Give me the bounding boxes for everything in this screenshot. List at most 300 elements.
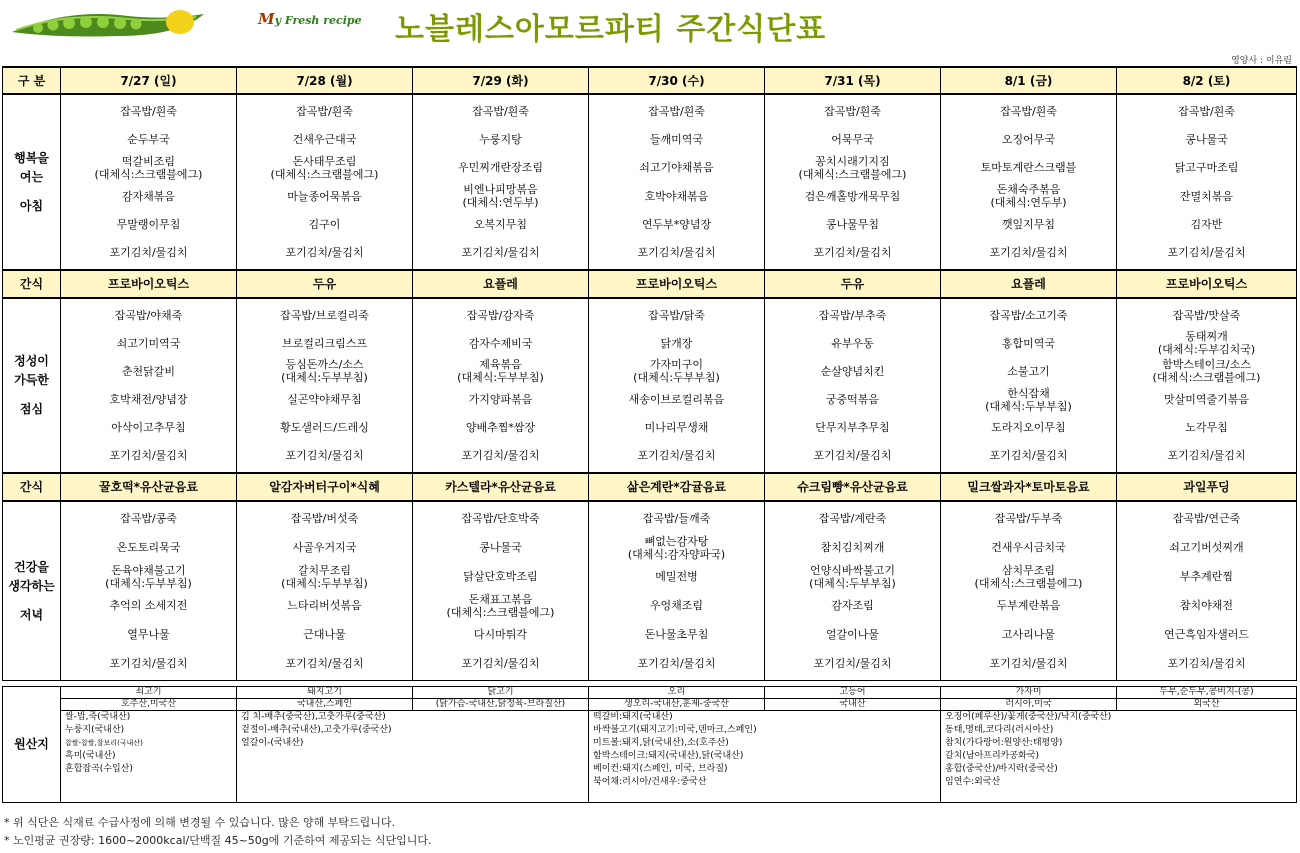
breakfast-label-line: 여는	[19, 169, 44, 184]
menu-item	[589, 591, 764, 620]
menu-item	[237, 125, 412, 153]
menu-item	[589, 562, 764, 591]
origin-detail-line: 동태,명태,코다리(러시아산)	[945, 725, 1054, 735]
menu-item	[765, 533, 940, 562]
menu-item	[765, 620, 940, 649]
menu-item-text: 부추계란찜	[1179, 570, 1234, 583]
breakfast-cell	[237, 94, 413, 270]
menu-item	[413, 154, 588, 182]
menu-item-text: 포기김치/물김치	[285, 449, 364, 463]
menu-item	[61, 239, 236, 267]
footer-note-2: * 노인평균 권장량: 1600~2000kcal/단백질 45~50g에 기준하여 제공되는 식단입니다.	[4, 834, 432, 847]
menu-item	[237, 182, 412, 210]
menu-item	[61, 649, 236, 678]
snack-item: 두유	[237, 270, 413, 298]
origin-head-row	[3, 687, 1297, 699]
menu-item-text: 쇠고기야채볶음	[639, 161, 714, 175]
menu-item-text: 포기김치/물김치	[637, 449, 716, 463]
menu-item-text: 오복지무침	[473, 217, 528, 231]
menu-item-text: 감자수제비국	[468, 336, 533, 350]
origin-head-top: 가자미	[941, 687, 1117, 699]
dinner-cell	[589, 501, 765, 681]
menu-item-text: 오징어무국	[1001, 132, 1056, 146]
lunch-label-line: 정성이	[14, 354, 49, 368]
dinner-cell	[1117, 501, 1297, 681]
menu-item	[1117, 562, 1296, 591]
menu-item-text: 잡곡밥/닭죽	[648, 308, 705, 322]
menu-item	[941, 357, 1116, 385]
menu-item-text: 뼈없는감자탕 (대체식:감자양파국)	[627, 534, 726, 561]
menu-item-text: 언양식바싹불고기 (대체식:두부부침)	[809, 563, 896, 590]
menu-item-text: 깻잎지무침	[1001, 217, 1056, 231]
lunch-cell	[941, 298, 1117, 473]
menu-item-text: 잡곡밥/감자죽	[466, 308, 535, 322]
menu-item-text: 포기김치/물김치	[813, 449, 892, 463]
menu-item	[1117, 154, 1296, 182]
origin-detail-line: 겉절이-배추(국내산),고춧가루(중국산)	[241, 725, 392, 735]
snack-item: 삶은계란*감귤음료	[589, 473, 765, 501]
menu-item	[413, 210, 588, 238]
menu-item	[765, 504, 940, 533]
origin-detail-line: 찹쌀-찹쌀,찰보리(국내산)	[65, 739, 143, 747]
menu-item	[765, 210, 940, 238]
menu-item-text: 포기김치/물김치	[285, 246, 364, 260]
menu-item	[941, 210, 1116, 238]
menu-item	[589, 649, 764, 678]
menu-item	[237, 301, 412, 329]
menu-item	[1117, 97, 1296, 125]
menu-item	[237, 239, 412, 267]
breakfast-label-line: 아침	[19, 198, 44, 213]
menu-item	[589, 414, 764, 442]
menu-item-text: 돈채표고볶음 (대체식:스크램블에그)	[446, 592, 555, 619]
dinner-cell	[237, 501, 413, 681]
origin-detail-line: 참치(가다랑어:원양산:태평양)	[945, 738, 1063, 748]
menu-item	[589, 154, 764, 182]
menu-item	[941, 414, 1116, 442]
origin-detail-line: 흑미(국내산)	[65, 751, 116, 761]
menu-item-text: 순두부국	[127, 132, 170, 146]
menu-item	[941, 386, 1116, 414]
origin-detail-line: 미트볼:돼지,닭(국내산),소(호주산)	[593, 738, 729, 748]
menu-item-text: 호박채전/양념장	[109, 393, 188, 407]
menu-item-text: 꽁치시래기지짐 (대체식:스크램블에그)	[798, 154, 907, 181]
menu-item	[1117, 591, 1296, 620]
dinner-label-line	[3, 596, 60, 606]
origin-detail-line: 홍합(중국산)/바지락(중국산)	[945, 764, 1058, 774]
origin-head-bottom: 외국산	[1117, 699, 1297, 711]
origin-head-top: 쇠고기	[61, 687, 237, 699]
lunch-cell	[765, 298, 941, 473]
origin-detail-line: 갈치(남아프리카공화국)	[945, 751, 1039, 761]
menu-item-text: 검은깨홀방개묵무침	[804, 189, 901, 203]
dinner-label-line: 건강을	[14, 559, 49, 574]
menu-item-text: 잡곡밥/흰죽	[648, 104, 705, 118]
origin-head-bottom: (닭가슴-국내산,닭정육-브라질산)	[413, 699, 589, 711]
menu-item-text: 우민찌개란장조림	[457, 161, 543, 175]
menu-item	[1117, 301, 1296, 329]
menu-item-text: 콩나물국	[1185, 132, 1228, 146]
menu-item	[237, 533, 412, 562]
day-header: 7/31 (목)	[765, 67, 941, 94]
menu-item-text: 미나리무생채	[644, 421, 709, 435]
menu-item	[413, 301, 588, 329]
menu-item	[413, 591, 588, 620]
menu-item	[589, 182, 764, 210]
menu-item-text: 포기김치/물김치	[1167, 246, 1246, 260]
menu-item	[237, 442, 412, 470]
menu-item	[941, 182, 1116, 210]
menu-item	[589, 125, 764, 153]
origin-head-top: 돼지고기	[237, 687, 413, 699]
menu-item	[61, 329, 236, 357]
breakfast-label-line	[3, 187, 60, 197]
menu-item-text: 사골우거지국	[292, 541, 357, 554]
snack-item: 과일푸딩	[1117, 473, 1297, 501]
day-header: 7/27 (일)	[61, 67, 237, 94]
menu-item	[1117, 239, 1296, 267]
menu-item	[61, 97, 236, 125]
menu-item-text: 삼치무조림 (대체식:스크램블에그)	[974, 563, 1083, 590]
lunch-cell	[1117, 298, 1297, 473]
menu-item	[413, 649, 588, 678]
menu-item-text: 다시마튀각	[473, 628, 528, 641]
menu-item	[61, 210, 236, 238]
menu-item	[1117, 442, 1296, 470]
day-header: 7/29 (화)	[413, 67, 589, 94]
menu-item-text: 감자조림	[831, 599, 874, 612]
breakfast-cell	[1117, 94, 1297, 270]
lunch-label	[3, 298, 61, 473]
menu-item	[941, 533, 1116, 562]
menu-item	[237, 562, 412, 591]
menu-item-text: 잡곡밥/버섯죽	[290, 512, 359, 525]
menu-item	[413, 97, 588, 125]
menu-item-text: 유부우동	[831, 336, 874, 350]
dinner-cell	[765, 501, 941, 681]
menu-item	[765, 239, 940, 267]
origin-head-row-2	[3, 699, 1297, 711]
menu-item-text: 연두부*양념장	[641, 217, 712, 231]
snack-item: 슈크림빵*유산균음료	[765, 473, 941, 501]
menu-item	[765, 562, 940, 591]
breakfast-cell	[413, 94, 589, 270]
menu-item	[61, 533, 236, 562]
origin-detail-line: 떡갈비:돼지(국내산)	[593, 712, 673, 722]
menu-item	[941, 591, 1116, 620]
menu-item-text: 브로컬리크림스프	[281, 336, 367, 350]
menu-item	[413, 182, 588, 210]
origin-head-top: 닭고기	[413, 687, 589, 699]
menu-item-text: 소불고기	[1007, 364, 1050, 378]
menu-item-text: 건새우근대국	[292, 132, 357, 146]
origin-label: 원산지	[3, 687, 61, 803]
origin-detail-cell	[941, 711, 1297, 803]
menu-item-text: 포기김치/물김치	[285, 657, 364, 670]
menu-item	[765, 414, 940, 442]
menu-item-text: 잡곡밥/콩죽	[120, 512, 177, 525]
dinner-label	[3, 501, 61, 681]
menu-item-text: 포기김치/물김치	[813, 657, 892, 670]
menu-item-text: 어묵무국	[831, 132, 874, 146]
menu-item-text: 동태찌개 (대체식:두부김치국)	[1157, 330, 1256, 357]
menu-item	[589, 504, 764, 533]
lunch-row	[3, 298, 1297, 473]
menu-item-text: 돈나물초무침	[644, 628, 709, 641]
menu-item	[1117, 414, 1296, 442]
menu-item-text: 비엔나피망볶음 (대체식:연두부)	[462, 183, 539, 210]
origin-head-top: 고등어	[765, 687, 941, 699]
menu-item-text: 춘천닭갈비	[121, 364, 176, 378]
menu-item	[589, 210, 764, 238]
menu-item	[413, 562, 588, 591]
day-header: 8/1 (금)	[941, 67, 1117, 94]
menu-item-text: 들깨미역국	[649, 132, 704, 146]
menu-item-text: 잔멸치볶음	[1179, 189, 1234, 203]
menu-item-text: 추억의 소세지전	[109, 599, 188, 612]
menu-item	[61, 125, 236, 153]
snack-2-row	[3, 473, 1297, 501]
origin-head-top: 오리	[589, 687, 765, 699]
menu-item-text: 고사리나물	[1001, 628, 1056, 641]
menu-item	[941, 301, 1116, 329]
menu-item-text: 포기김치/물김치	[813, 246, 892, 260]
menu-item	[941, 442, 1116, 470]
menu-item	[413, 504, 588, 533]
menu-item	[61, 357, 236, 385]
menu-item	[589, 329, 764, 357]
menu-item-text: 건새우시금치국	[991, 541, 1066, 554]
dinner-cell	[413, 501, 589, 681]
menu-item	[589, 620, 764, 649]
menu-item	[237, 386, 412, 414]
menu-item-text: 잡곡밥/들깨죽	[642, 512, 711, 525]
weekly-menu-table	[2, 66, 1297, 803]
menu-item	[413, 329, 588, 357]
menu-item	[61, 562, 236, 591]
menu-item-text: 순살양념치킨	[820, 364, 885, 378]
menu-item-text: 닭살단호박조림	[463, 570, 538, 583]
menu-item	[237, 504, 412, 533]
breakfast-cell	[765, 94, 941, 270]
menu-item-text: 잡곡밥/흰죽	[1178, 104, 1235, 118]
menu-item-text: 홍합미역국	[1001, 336, 1056, 350]
dinner-cell	[61, 501, 237, 681]
breakfast-row	[3, 94, 1297, 270]
menu-item	[61, 154, 236, 182]
lunch-label-line: 점심	[19, 402, 44, 416]
division-header: 구 분	[3, 67, 61, 94]
menu-item-text: 포기김치/물김치	[1167, 657, 1246, 670]
menu-item-text: 포기김치/물김치	[109, 449, 188, 463]
menu-item-text: 실곤약야채무침	[287, 393, 362, 407]
menu-item-text: 김자반	[1190, 217, 1223, 231]
menu-item-text: 노각무침	[1185, 421, 1228, 435]
origin-detail-line: 임연수:외국산	[945, 777, 1001, 787]
snack-item: 두유	[765, 270, 941, 298]
origin-head-bottom: 생오리-국내산,훈제-중국산	[589, 699, 765, 711]
menu-item-text: 양배추찜*쌈장	[465, 421, 536, 435]
snack-label: 간식	[3, 270, 61, 298]
lunch-cell	[413, 298, 589, 473]
menu-item-text: 잡곡밥/흰죽	[824, 104, 881, 118]
menu-item	[61, 591, 236, 620]
footer-note-1: * 위 식단은 식재료 수급사정에 의해 변경될 수 있습니다. 많은 양해 부탁드립니다.	[4, 816, 395, 829]
origin-detail-line: 북어채:러시아/건새우:중국산	[593, 777, 707, 787]
menu-item	[1117, 504, 1296, 533]
menu-item	[941, 154, 1116, 182]
menu-item	[61, 414, 236, 442]
origin-detail-line: 베이컨:돼지(스페인, 미국, 브라질)	[593, 764, 728, 774]
menu-item-text: 단무지부추무침	[815, 421, 890, 435]
menu-item	[413, 125, 588, 153]
menu-item-text: 연근흑임자샐러드	[1163, 628, 1249, 641]
origin-detail-cell	[237, 711, 589, 803]
menu-item	[765, 97, 940, 125]
menu-item-text: 잡곡밥/흰죽	[1000, 104, 1057, 118]
day-header: 8/2 (토)	[1117, 67, 1297, 94]
snack-item: 요플레	[941, 270, 1117, 298]
origin-detail-line: 김 치-배추(중국산),고춧가루(중국산)	[241, 712, 386, 722]
menu-item	[61, 620, 236, 649]
menu-item	[589, 357, 764, 385]
menu-item	[589, 301, 764, 329]
logo-text: My Fresh recipe	[258, 10, 362, 28]
snack-item: 프로바이오틱스	[61, 270, 237, 298]
menu-item-text: 포기김치/물김치	[461, 449, 540, 463]
menu-item-text: 우엉채조림	[649, 599, 704, 612]
menu-item	[941, 562, 1116, 591]
menu-item-text: 잡곡밥/흰죽	[472, 104, 529, 118]
lunch-label-line: 가득한	[14, 373, 49, 387]
menu-item-text: 포기김치/물김치	[461, 657, 540, 670]
menu-item-text: 갈치무조림 (대체식:두부부침)	[281, 563, 368, 590]
origin-detail-line: 누룽지(국내산)	[65, 725, 125, 735]
snack-item: 알감자버터구이*식혜	[237, 473, 413, 501]
menu-item-text: 메밀전병	[655, 570, 698, 583]
menu-item-text: 온도토리묵국	[116, 541, 181, 554]
menu-item-text: 잡곡밥/두부죽	[994, 512, 1063, 525]
menu-item-text: 잡곡밥/흰죽	[120, 104, 177, 118]
menu-item	[237, 154, 412, 182]
menu-item-text: 잡곡밥/계란죽	[818, 512, 887, 525]
menu-item	[1117, 357, 1296, 385]
menu-item	[61, 301, 236, 329]
menu-item-text: 호박야채볶음	[644, 189, 709, 203]
menu-item	[1117, 620, 1296, 649]
menu-item-text: 콩나물무침	[825, 217, 880, 231]
menu-item-text: 포기김치/물김치	[989, 449, 1068, 463]
menu-item-text: 잡곡밥/맛살죽	[1172, 308, 1241, 322]
menu-item	[1117, 533, 1296, 562]
menu-item	[61, 386, 236, 414]
menu-item-text: 돈사태무조림 (대체식:스크램블에그)	[270, 154, 379, 181]
menu-item	[765, 182, 940, 210]
menu-item	[765, 301, 940, 329]
menu-item	[765, 442, 940, 470]
menu-item	[765, 329, 940, 357]
menu-item	[765, 649, 940, 678]
menu-item-text: 토마토계란스크램블	[980, 161, 1077, 175]
menu-item-text: 무말랭이무침	[116, 217, 181, 231]
menu-item-text: 잡곡밥/부추죽	[818, 308, 887, 322]
menu-item	[413, 442, 588, 470]
menu-item-text: 잡곡밥/연근죽	[1172, 512, 1241, 525]
origin-detail-row	[3, 711, 1297, 803]
menu-item	[413, 386, 588, 414]
menu-item	[941, 620, 1116, 649]
menu-item-text: 잡곡밥/흰죽	[296, 104, 353, 118]
menu-item-text: 잡곡밥/브로컬리죽	[280, 308, 369, 322]
menu-item	[1117, 386, 1296, 414]
snack-item: 프로바이오틱스	[1117, 270, 1297, 298]
menu-item-text: 마늘종어묵볶음	[287, 189, 362, 203]
day-header-row	[3, 67, 1297, 94]
menu-item-text: 아삭이고추무침	[111, 421, 186, 435]
menu-item-text: 포기김치/물김치	[989, 657, 1068, 670]
menu-item	[237, 210, 412, 238]
menu-item	[1117, 125, 1296, 153]
snack-item: 요플레	[413, 270, 589, 298]
menu-item-text: 도라지오이무침	[991, 421, 1066, 435]
menu-item-text: 쇠고기미역국	[116, 336, 181, 350]
menu-item	[61, 504, 236, 533]
snack-item: 카스텔라*유산균음료	[413, 473, 589, 501]
menu-item	[237, 649, 412, 678]
snack-1-row	[3, 270, 1297, 298]
origin-detail-line: 함박스테이크:돼지(국내산),닭(국내산)	[593, 751, 744, 761]
menu-item-text: 포기김치/물김치	[461, 246, 540, 260]
menu-item-text: 잡곡밥/소고기죽	[989, 308, 1068, 322]
lunch-cell	[61, 298, 237, 473]
menu-item-text: 포기김치/물김치	[109, 657, 188, 670]
menu-item-text: 한식잡채 (대체식:두부부침)	[985, 386, 1072, 413]
menu-item	[413, 414, 588, 442]
origin-head-top: 두부,순두부,콩비지-(콩)	[1117, 687, 1297, 699]
menu-item	[413, 620, 588, 649]
menu-item	[765, 591, 940, 620]
menu-item-text: 잡곡밥/야채죽	[114, 308, 183, 322]
menu-item-text: 잡곡밥/단호박죽	[461, 512, 540, 525]
pea-pod-logo-icon	[8, 6, 208, 40]
menu-item-text: 맛살미역줄기볶음	[1163, 393, 1249, 407]
menu-item-text: 두부계란볶음	[996, 599, 1061, 612]
menu-item	[941, 329, 1116, 357]
origin-detail-line: 바싹불고기(돼지고기:미국,덴마크,스페인)	[593, 725, 757, 735]
menu-item	[941, 125, 1116, 153]
menu-item	[941, 504, 1116, 533]
menu-item-text: 새송이브로컬리볶음	[628, 393, 725, 407]
menu-item-text: 가자미구이 (대체식:두부부침)	[633, 358, 720, 385]
breakfast-cell	[941, 94, 1117, 270]
menu-item	[237, 591, 412, 620]
menu-item-text: 열무나물	[127, 628, 170, 641]
menu-item	[941, 239, 1116, 267]
menu-item-text: 제육볶음 (대체식:두부부침)	[457, 358, 544, 385]
origin-detail-cell	[61, 711, 237, 803]
menu-item	[589, 239, 764, 267]
origin-head-bottom: 국내산,스페인	[237, 699, 413, 711]
menu-item	[765, 357, 940, 385]
lunch-cell	[589, 298, 765, 473]
dinner-label-line: 저녁	[19, 607, 44, 622]
menu-item	[765, 154, 940, 182]
dietitian-label: 영양사 : 이유림	[1231, 56, 1292, 66]
menu-item-text: 등심돈까스/소스 (대체식:두부부침)	[281, 358, 368, 385]
menu-item-text: 느타리버섯볶음	[287, 599, 362, 612]
lunch-cell	[237, 298, 413, 473]
menu-item	[589, 97, 764, 125]
